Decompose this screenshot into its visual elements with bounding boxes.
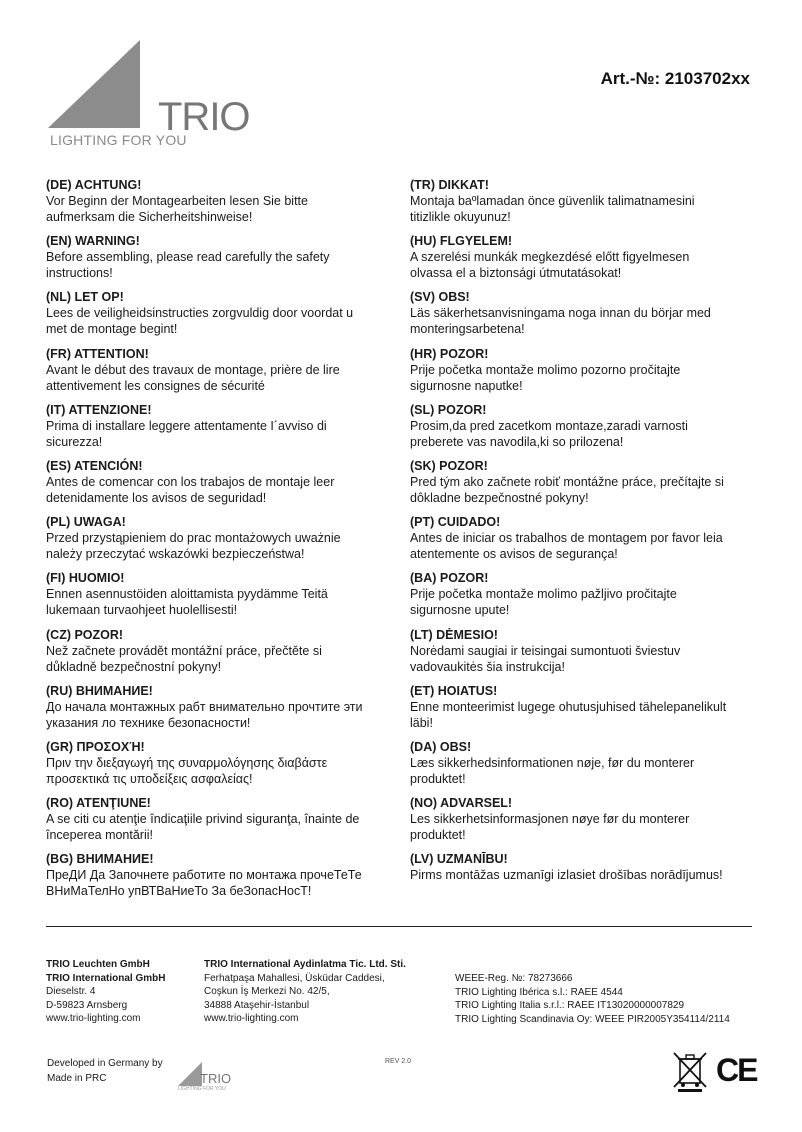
warning-heading: (FI) HUOMIO! xyxy=(46,571,125,586)
warning-block xyxy=(46,570,391,626)
warning-text: Montaja baºlamadan önce güvenlik talimatnamesini xyxy=(410,194,695,208)
warning-heading: (NO) ADVARSEL! xyxy=(410,796,513,811)
warning-text: lukemaan turvaohjeet huolellisesti! xyxy=(46,603,238,618)
warning-text: atentemente os avisos de segurança! xyxy=(410,547,618,562)
warning-text: monteringsarbetena! xyxy=(410,322,525,337)
warning-text: До начала монтажных рабт внимательно прочтите эти xyxy=(46,699,363,714)
warning-text: detenidamente los avisos de seguridad! xyxy=(46,490,267,505)
warning-text: Antes de comencar con los trabajos de montaje leer xyxy=(46,474,335,489)
warning-block xyxy=(410,514,750,570)
company-name: TRIO Leuchten GmbH xyxy=(46,959,150,970)
warning-text: Before assembling, please read carefully the safety xyxy=(46,250,330,265)
warning-block xyxy=(46,177,391,233)
footer-address-turkey xyxy=(204,958,406,1026)
warning-heading: (PT) CUIDADO! xyxy=(410,515,501,530)
warning-heading: (RO) ATENŢIUNE! xyxy=(46,796,151,811)
footer-divider xyxy=(46,926,752,927)
footer-weee-registrations xyxy=(455,972,755,1026)
trio-logo xyxy=(48,40,250,150)
warning-block xyxy=(410,233,750,289)
warning-block xyxy=(410,402,750,458)
warning-heading: (LV) UZMANĪBU! xyxy=(410,852,508,867)
warning-heading: (SV) OBS! xyxy=(410,290,470,305)
warning-text: vadovaukitės šia instrukcija! xyxy=(410,659,565,674)
warning-heading: (HU) FLGYELEM! xyxy=(410,234,513,249)
address-line: Coşkun İş Merkezi No. 42/5, xyxy=(204,986,330,998)
warning-text: Przed przystąpieniem do prac montażowych uważnie xyxy=(46,531,341,546)
warning-text: olvassa el a biztonsági útmutatásokat! xyxy=(410,266,622,281)
warning-text: Norėdami saugiai ir teisingai sumontuoti šviestuv xyxy=(410,643,681,658)
warning-block xyxy=(410,177,750,233)
warning-block xyxy=(46,739,391,795)
warning-text: Πριν την διεξαγωγή της συναρμολόγησης διαβάστε xyxy=(46,755,328,770)
developed-in: Developed in Germany by xyxy=(47,1058,163,1069)
warning-text: προσεκτικά τις υποδείξεις ασφαλείας! xyxy=(46,771,253,786)
warning-text: Enne monteerimist lugege ohutusjuhised tähelepanelikult xyxy=(410,699,727,714)
company-name: TRIO International Aydinlatma Tic. Ltd. Sti. xyxy=(204,959,406,970)
warning-text: Pirms montāžas uzmanīgi izlasiet drošības norādījumus! xyxy=(410,868,723,883)
website: www.trio-lighting.com xyxy=(204,1013,299,1025)
warning-heading: (FR) ATTENTION! xyxy=(46,346,149,361)
warning-block xyxy=(46,795,391,851)
warning-heading: (ES) ATENCIÓN! xyxy=(46,458,143,473)
small-logo-wordmark: TRIO xyxy=(200,1071,232,1086)
small-trio-logo xyxy=(176,1060,232,1094)
warning-text: Prije početka montaže molimo pozorno pročitajte xyxy=(410,362,681,377)
warning-block xyxy=(46,233,391,289)
warning-heading: (TR) DIKKAT! xyxy=(410,178,489,192)
warning-heading: (SK) POZOR! xyxy=(410,458,488,473)
warning-heading: (SL) POZOR! xyxy=(410,402,487,417)
made-in: Made in PRC xyxy=(47,1073,107,1084)
warning-block xyxy=(410,683,750,739)
logo-wordmark: TRIO xyxy=(158,95,250,139)
warning-text: produktet! xyxy=(410,771,466,786)
warning-text: Les sikkerhetsinformasjonen nøye før du monterer xyxy=(410,812,690,827)
small-logo-tagline: LIGHTING FOR YOU xyxy=(178,1086,226,1092)
warning-block xyxy=(46,402,391,458)
warning-text: Než začnete provádět montážní práce, přečtěte si xyxy=(46,643,322,658)
warnings-left-column xyxy=(46,177,391,907)
registration-line: TRIO Lighting Ibérica s.l.: RAEE 4544 xyxy=(455,986,623,998)
warning-text: należy przeczytać wskazówki bezpieczeństwa! xyxy=(46,547,305,562)
warning-text: Vor Beginn der Montagearbeiten lesen Sie bitte xyxy=(46,194,308,208)
origin-note xyxy=(47,1056,163,1086)
warning-text: sicurezza! xyxy=(46,434,103,449)
warning-heading: (EN) WARNING! xyxy=(46,234,140,249)
address-line: Ferhatpaşa Mahallesi, Üsküdar Caddesi, xyxy=(204,972,385,984)
warning-block xyxy=(46,851,391,907)
article-number: Art.-№: 2103702xx xyxy=(600,69,750,88)
warning-block xyxy=(410,289,750,345)
warning-text: Avant le début des travaux de montage, prière de lire xyxy=(46,362,340,377)
warning-text: Ennen asennustöiden aloittamista pyydämme Teitä xyxy=(46,587,328,602)
warning-text: preberete vas navodila,ki so prilozena! xyxy=(410,434,624,449)
revision-label: REV 2.0 xyxy=(385,1058,412,1065)
warning-text: ВНиМаТелНо упВТВаНиеТо За беЗопасНосТ! xyxy=(46,884,312,899)
warning-block xyxy=(46,289,391,345)
warning-text: instructions! xyxy=(46,266,113,281)
ce-mark: CE xyxy=(716,1052,757,1088)
warning-text: titizlikle okuyunuz! xyxy=(410,210,511,224)
warning-block xyxy=(410,851,750,907)
warning-heading: (RU) ВНИМАНИЕ! xyxy=(46,683,153,698)
warning-text: Læs sikkerhedsinformationen nøje, før du monterer xyxy=(410,755,695,770)
warning-heading: (HR) POZOR! xyxy=(410,346,489,361)
address-line: D-59823 Arnsberg xyxy=(46,999,128,1011)
warning-text: începerea montării! xyxy=(46,828,154,843)
warning-heading: (GR) ΠΡΟΣΟΧΉ! xyxy=(46,739,145,754)
warning-text: A se citi cu atenţie îndicaţiile privind siguranţa, înainte de xyxy=(46,812,360,827)
warning-heading: (CZ) POZOR! xyxy=(46,627,124,642)
warning-block xyxy=(46,683,391,739)
warning-text: läbi! xyxy=(410,715,433,730)
warning-block xyxy=(410,795,750,851)
warning-text: Antes de iniciar os trabalhos de montagem por favor leia xyxy=(410,531,723,546)
warning-text: Pred tým ako začnete robiť montážne práce, prečítajte si xyxy=(410,474,724,489)
warning-block xyxy=(410,458,750,514)
warning-text: attentivement les consignes de sécurité xyxy=(46,378,265,393)
warning-text: produktet! xyxy=(410,828,466,843)
warning-text: aufmerksam die Sicherheitshinweise! xyxy=(46,210,253,224)
weee-crossed-bin-icon xyxy=(672,1050,708,1092)
warning-text: Prima di installare leggere attentamente I´avviso di xyxy=(46,418,327,433)
warning-block xyxy=(410,570,750,626)
warning-heading: (BG) ВНИМАНИЕ! xyxy=(46,852,154,867)
warning-heading: (LT) DĖMESIO! xyxy=(410,627,498,642)
warning-text: sigurnosne upute! xyxy=(410,603,510,618)
warning-text: met de montage begint! xyxy=(46,322,178,337)
warnings-right-column xyxy=(410,177,750,907)
warning-block xyxy=(46,514,391,570)
warning-text: Prosim,da pred zacetkom montaze,zaradi varnosti xyxy=(410,418,688,433)
warning-heading: (IT) ATTENZIONE! xyxy=(46,402,152,417)
warning-heading: (PL) UWAGA! xyxy=(46,515,126,530)
company-name: TRIO International GmbH xyxy=(46,972,166,984)
warning-heading: (DE) ACHTUNG! xyxy=(46,178,142,192)
warning-heading: (NL) LET OP! xyxy=(46,290,124,305)
warning-heading: (ET) HOIATUS! xyxy=(410,683,498,698)
warning-text: dôkladne bezpečnostné pokyny! xyxy=(410,490,589,505)
warning-block xyxy=(410,739,750,795)
website: www.trio-lighting.com xyxy=(46,1013,141,1025)
warning-block xyxy=(410,627,750,683)
warning-heading: (DA) OBS! xyxy=(410,739,472,754)
logo-tagline: LIGHTING FOR YOU xyxy=(50,132,187,148)
warning-text: Läs säkerhetsanvisningama noga innan du börjar med xyxy=(410,306,711,321)
warning-text: sigurnosne naputke! xyxy=(410,378,523,393)
warning-block xyxy=(46,458,391,514)
registration-line: TRIO Lighting Scandinavia Oy: WEEE PIR2005Y354114/2114 xyxy=(455,1013,730,1025)
warning-block xyxy=(46,627,391,683)
logo-triangle-icon xyxy=(48,40,158,130)
warning-text: důkladně bezpečnostní pokyny! xyxy=(46,659,222,674)
footer-address-germany xyxy=(46,958,165,1026)
warning-text: Lees de veiligheidsinstructies zorgvuldig door voordat u xyxy=(46,306,354,321)
address-line: Dieselstr. 4 xyxy=(46,986,96,998)
warning-text: Prije početka montaže molimo pažljivo pročitajte xyxy=(410,587,677,602)
warning-text: указания ло технике безопасности! xyxy=(46,715,251,730)
registration-line: TRIO Lighting Italia s.r.l.: RAEE IT13020000007829 xyxy=(455,1000,685,1012)
warning-text: ПреДИ Да Започнете работите по монтажа прочеТеТе xyxy=(46,868,362,883)
registration-line: WEEE-Reg. №: 78273666 xyxy=(455,973,573,984)
warning-heading: (BA) POZOR! xyxy=(410,571,489,586)
warning-block xyxy=(410,346,750,402)
warning-text: A szerelési munkák megkezdésé előtt figyelmesen xyxy=(410,250,690,265)
address-line: 34888 Ataşehir-İstanbul xyxy=(204,999,310,1011)
warning-block xyxy=(46,346,391,402)
